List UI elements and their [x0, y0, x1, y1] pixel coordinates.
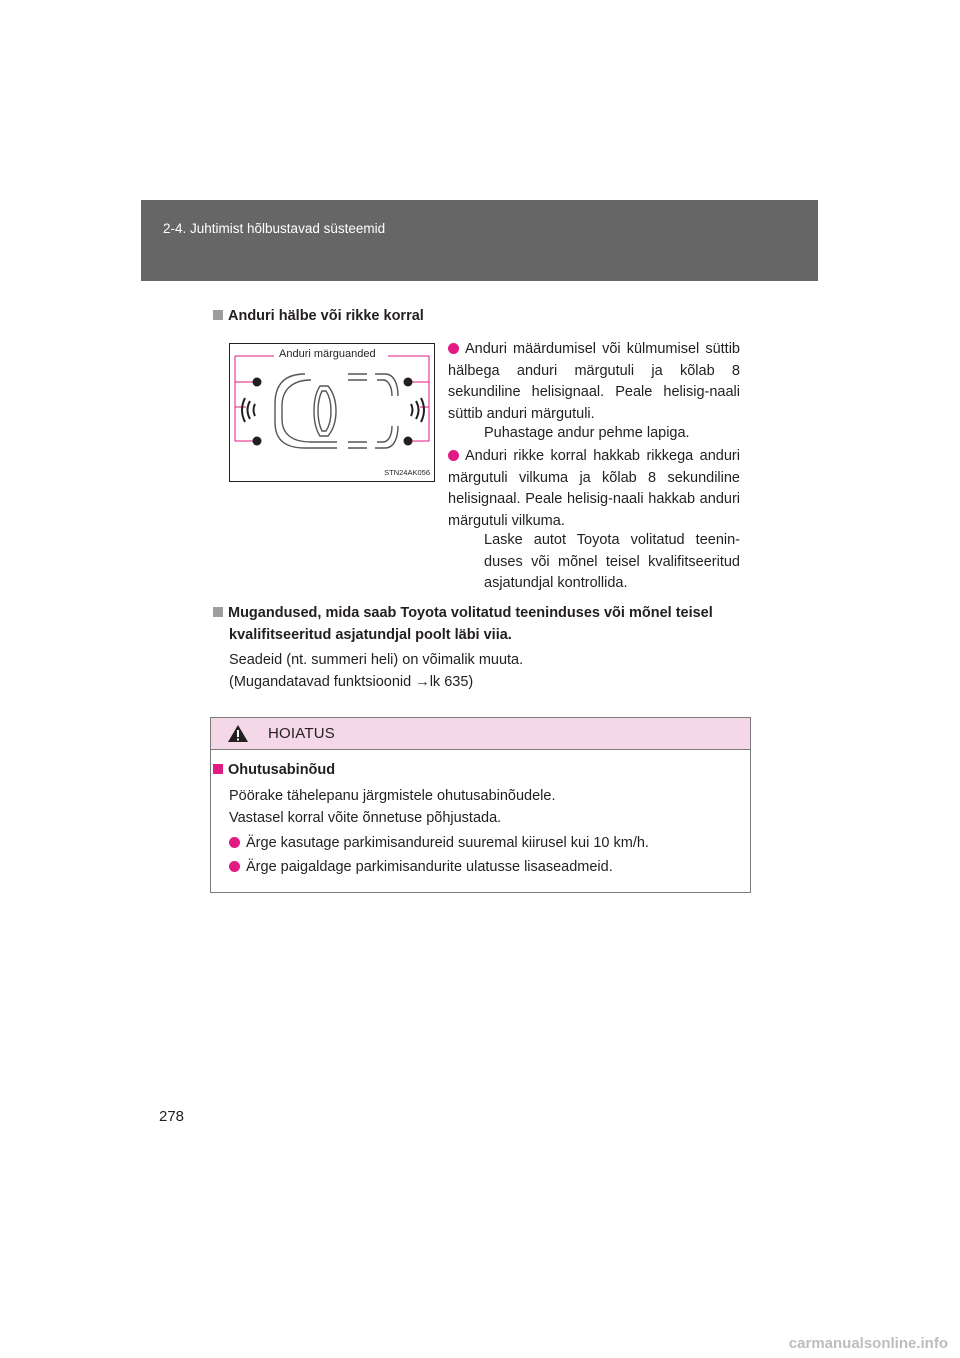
section-header-bar [141, 200, 818, 281]
section2-body [229, 650, 749, 693]
warning-header [211, 718, 750, 750]
bullet-sensor-dirty [448, 339, 740, 425]
bullet-note: Laske autot Toyota volitatud teenin-duses või mõnel teisel kvalifitseeritud asjatundjal kontrollida. [484, 532, 740, 591]
figure-code: STN24AK056 [384, 468, 430, 477]
pink-bullet-icon [229, 861, 240, 872]
warning-heading-row [213, 762, 335, 778]
square-bullet-icon [213, 607, 223, 617]
sensor-indicator-figure [229, 343, 435, 482]
section1-heading-row [213, 308, 424, 324]
bullet-text: Anduri rikke korral hakkab rikkega anduri märgutuli vilkuma ja kõlab 8 sekundiline helisignaal. Peale helisig-naali hakkab anduri märgutuli vilkuma. [448, 448, 740, 529]
warning-intro [229, 786, 739, 829]
square-bullet-icon [213, 764, 223, 774]
section1-heading: Anduri hälbe või rikke korral [228, 308, 424, 324]
bullet-text: Anduri määrdumisel või külmumisel süttib hälbega anduri märgutuli ja kõlab 8 sekundiline helisignaal. Peale helisig-naali süttib anduri märgutuli. [448, 341, 740, 422]
bullet-note: Puhastage andur pehme lapiga. [484, 425, 690, 441]
section2-heading-line1: Mugandused, mida saab Toyota volitatud teeninduses või mõnel teisel [228, 605, 713, 621]
section2-body-line2: (Mugandatavad funktsioonid →lk 635) [229, 673, 474, 690]
section2-heading-row [213, 603, 713, 646]
square-bullet-icon [213, 310, 223, 320]
warning-item-text: Ärge kasutage parkimisandureid suuremal kiirusel kui 10 km/h. [246, 835, 649, 851]
warning-item [229, 833, 739, 855]
bullet-sensor-fault [448, 446, 740, 532]
warning-item-text: Ärge paigaldage parkimisandurite ulatusse lisaseadmeid. [246, 859, 613, 875]
section2-heading-line2: kvalifitseeritud asjatundjal poolt läbi viia. [229, 626, 512, 643]
warning-intro-line1: Pöörake tähelepanu järgmistele ohutusabinõudele. [229, 788, 556, 804]
warning-intro-line2: Vastasel korral võite õnnetuse põhjustada. [229, 809, 502, 826]
section-title: 2-4. Juhtimist hõlbustavad süsteemid [163, 221, 386, 236]
warning-title: HOIATUS [268, 725, 335, 742]
warning-box [210, 717, 751, 893]
pink-bullet-icon [448, 450, 459, 461]
warning-triangle-icon [227, 724, 249, 743]
warning-heading: Ohutusabinõud [228, 762, 336, 778]
pink-bullet-icon [448, 343, 459, 354]
figure-label: Anduri märguanded [276, 348, 379, 360]
pink-bullet-icon [229, 837, 240, 848]
car-sensor-diagram [230, 344, 434, 481]
warning-item [229, 857, 739, 879]
watermark: carmanualsonline.info [788, 1335, 948, 1352]
section2-body-line1: Seadeid (nt. summeri heli) on võimalik muuta. [229, 652, 524, 668]
page-number: 278 [159, 1108, 185, 1125]
